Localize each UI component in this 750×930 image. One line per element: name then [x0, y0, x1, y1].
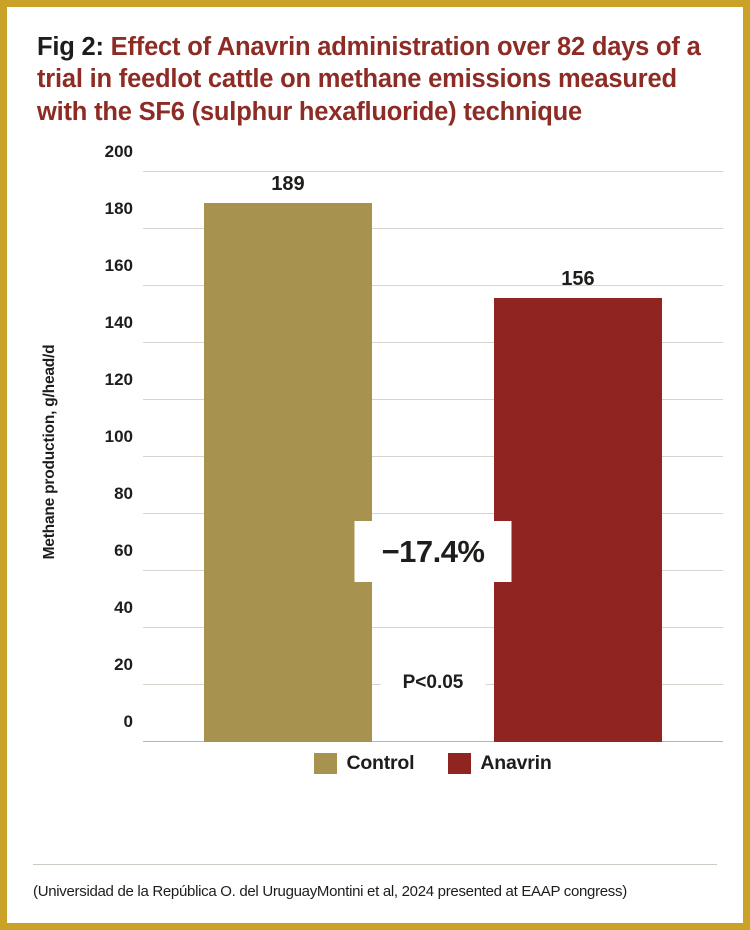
y-axis-tick-label: 140	[104, 313, 133, 333]
y-axis-title: Methane production, g/head/d	[41, 344, 58, 560]
plot-region	[104, 142, 723, 742]
y-axis-tick-label: 180	[104, 199, 133, 219]
figure-inner	[7, 7, 743, 923]
chart-legend	[143, 750, 723, 776]
y-axis-tick-label: 100	[104, 427, 133, 447]
bar-value-label: 189	[271, 173, 305, 196]
source-divider	[33, 864, 717, 865]
y-axis-tick-label: 200	[104, 142, 133, 162]
legend-label-control: Control	[346, 751, 415, 774]
significance-callout: P<0.05	[381, 663, 486, 702]
legend-swatch-anavrin	[448, 753, 471, 774]
bar-group	[143, 172, 723, 742]
source-citation: (Universidad de la República O. del UruguayMontini et al, 2024 presented at EAAP congress)	[33, 883, 627, 900]
y-axis-tick-label: 0	[123, 712, 133, 732]
legend-item-anavrin	[448, 752, 551, 775]
figure-title	[33, 29, 717, 128]
bar-value-label: 156	[561, 267, 595, 290]
figure-number: Fig 2:	[37, 33, 104, 61]
legend-swatch-control	[314, 753, 337, 774]
y-axis-tick-label: 40	[114, 598, 133, 618]
plot-inner	[104, 142, 723, 742]
y-axis-tick-label: 80	[114, 484, 133, 504]
percent-change-callout: −17.4%	[354, 521, 511, 582]
chart-area	[33, 142, 731, 792]
bar-anavrin	[494, 267, 662, 743]
bar-control	[204, 173, 372, 742]
y-axis-tick-label: 20	[114, 655, 133, 675]
legend-label-anavrin: Anavrin	[480, 751, 552, 774]
legend-item-control	[314, 752, 414, 775]
y-axis-tick-label: 160	[104, 256, 133, 276]
y-axis-tick-label: 120	[104, 370, 133, 390]
y-axis-tick-label: 60	[114, 541, 133, 561]
figure-title-text: Effect of Anavrin administration over 82 days of a trial in feedlot cattle on methane emissions measured with the SF6 (sulphur hexafluoride) technique	[37, 33, 701, 126]
